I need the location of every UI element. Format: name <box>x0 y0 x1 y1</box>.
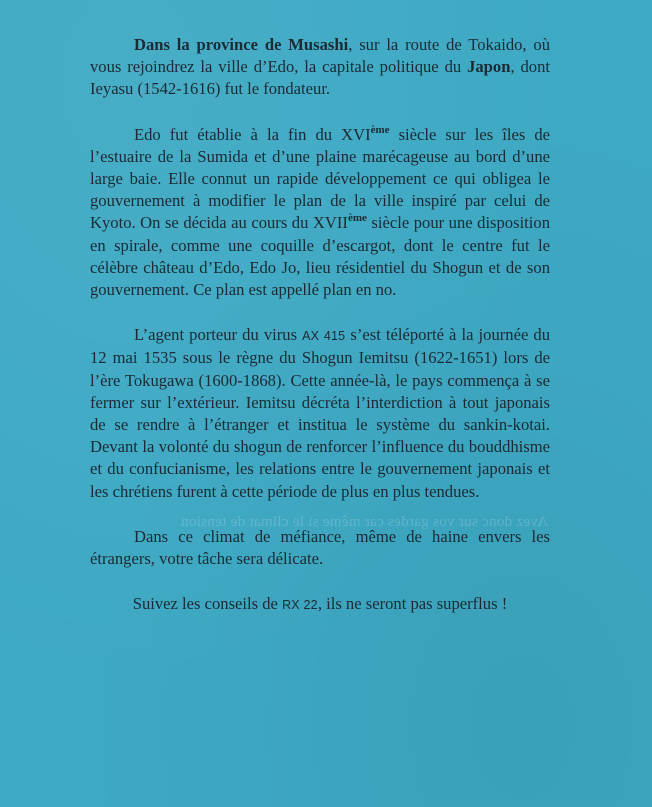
paragraph-3 <box>90 324 550 503</box>
agent-code: RX 22 <box>282 598 318 613</box>
paragraph-5-text-b: , ils ne seront pas superflus ! <box>317 594 508 614</box>
paragraph-2-text-a: Edo fut établie à la fin du XVI <box>134 124 371 144</box>
superscript-eme: ème <box>347 212 367 225</box>
virus-code: AX 415 <box>302 329 346 344</box>
paragraph-1-text-b: , dont Ieyasu (1542-1616) fut le fondateur. <box>90 57 550 99</box>
paragraph-3-text-b: s’est téléporté à la journée du 12 mai 1535 sous le règne du Shogun Iemitsu (1622-1651) lors de l’ère Tokugawa (1600-1868). Cette année-là, le pays commença à se fermer sur l’extérieur. Iemitsu décréta l’interdiction à tout japonais de se rendre à l’étranger et institua le système du sankin-kotai. Devant la volonté du shogun de renforcer l’influence du bouddhisme et du confucianisme, les relations entre le gouvernement japonais et les chrétiens furent à cette période de plus en plus tendues. <box>90 325 550 501</box>
paragraph-5 <box>90 593 550 616</box>
paragraph-2-text-c: siècle pour une disposition en spirale, comme une coquille d’escargot, dont le centre fut le célèbre château d’Edo, Edo Jo, lieu résidentiel du Shogun et de son gouvernement. Ce plan est appellé plan en no. <box>90 213 550 300</box>
paragraph-1-text-a: , sur la route de Tokaido, où vous rejoindrez la ville d’Edo, la capitale politique du <box>90 35 550 77</box>
paragraph-5-text-a: Suivez les conseils de <box>132 594 283 614</box>
paragraph-2 <box>90 124 550 302</box>
paragraph-3-text-a: L’agent porteur du virus <box>134 325 303 345</box>
page-text <box>90 34 550 616</box>
paragraph-1 <box>90 34 550 101</box>
paragraph-4-text: Dans ce climat de méfiance, même de haine envers les étrangers, votre tâche sera délicate. <box>90 526 550 569</box>
bold-lead: Dans la province de Musashi <box>134 35 349 54</box>
show-through-text: Avez donc sur vos gardes car même si le climat de tension <box>180 514 548 530</box>
paragraph-4 <box>90 526 550 570</box>
bold-japon: Japon <box>467 57 511 77</box>
paragraph-2-text-b: siècle sur les îles de l’estuaire de la Sumida et d’une plaine marécageuse au bord d’une large baie. Elle connut un rapide développement ce qui obligea le gouvernement à modifier le plan de la ville inspiré par celui de Kyoto. On se décida au cours du XVII <box>90 124 550 233</box>
superscript-eme: ème <box>370 123 390 136</box>
